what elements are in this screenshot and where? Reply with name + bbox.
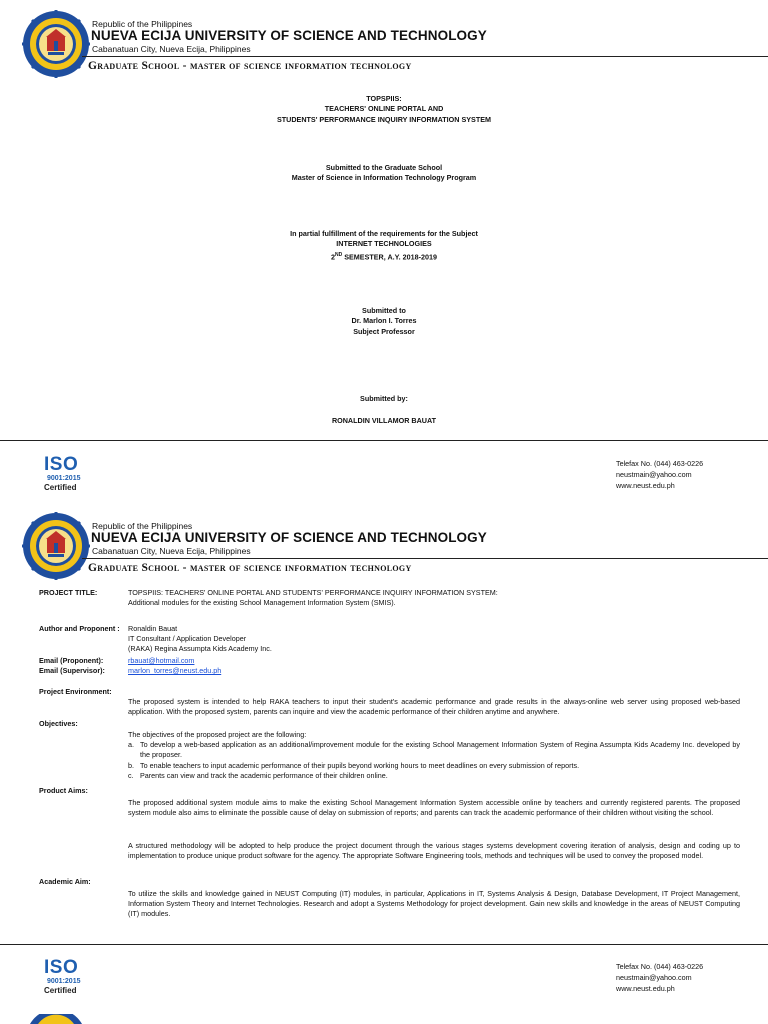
title-line-3: STUDENTS' PERFORMANCE INQUIRY INFORMATION SYSTEM [276,114,491,124]
student-name: RONALDIN VILLAMOR BAUAT [331,416,437,425]
professor-block [0,306,768,337]
academic-aim-text: To utilize the skills and knowledge gained in NEUST Computing (IT) modules, in particular, Applications in IT, Systems Analysis & Design, Database Development, IT Project Management, Information System Theory and Internet Technologies. Research and adopt a Systems Methodology for project development. Gain new skills and knowledge in the areas of NEUST Computing (IT) modules. [128,889,740,919]
subject-block [0,229,768,262]
republic-label: Republic of the Philippines [92,19,193,29]
document-page-1 [0,0,768,500]
author-block [128,624,740,655]
iso-mark: ISO [44,957,79,978]
contact-website[interactable]: www.neust.edu.ph [616,481,675,490]
partial-fulfillment-line: In partial fulfillment of the requirements for the Subject [290,229,478,238]
semester-line: 2ND SEMESTER, A.Y. 2018-2019 [330,251,438,261]
project-title-line-2: Additional modules for the existing School Management Information System (SMIS). [128,598,396,608]
project-environment-label: Project Environment: [39,687,112,696]
product-aims-label: Product Aims: [39,786,88,795]
product-aims-text: The proposed additional system module aims to make the existing School Management Information System accessible online by teachers and currently registered parents. The proposed system module also aims to eliminate the possible cause of delay on submission of reports; and parents can track the academic performance of their children without visiting the school. [128,798,740,818]
submitted-to-gs-line-1: Submitted to the Graduate School [325,163,443,172]
email-supervisor-label: Email (Supervisor): [39,666,105,675]
title-line-2: TEACHERS' ONLINE PORTAL AND [324,104,444,114]
iso-certification-badge [44,958,80,995]
submitted-to-graduate-school-block [0,163,768,184]
document-page-2 [0,502,768,1024]
objectives-block [128,730,740,781]
footer-divider [0,440,768,441]
next-page-seal-partial-icon [22,1014,90,1024]
methodology-text: A structured methodology will be adopted to help produce the project document through the various stages systems development covering iteration of analysis, design and coding up to implementation to produce unique product software for the agency. The appropriate Software Engineering tools, methods and techniques will be used to convey the proposed model. [128,841,740,861]
iso-mark: ISO [44,454,79,475]
objective-item: c. Parents can view and track the academic performance of their children online. [128,770,388,780]
university-name: NUEVA ECIJA UNIVERSITY OF SCIENCE AND TECHNOLOGY [91,28,487,43]
subject-name: INTERNET TECHNOLOGIES [336,239,432,249]
contact-block [616,961,703,994]
author-role: IT Consultant / Application Developer [128,634,247,644]
author-name: Ronaldin Bauat [128,624,178,633]
contact-email[interactable]: neustmain@yahoo.com [616,973,692,982]
author-organization: (RAKA) Regina Assumpta Kids Academy Inc. [128,644,272,654]
project-title-line-1: TOPSPIIS: TEACHERS' ONLINE PORTAL AND STUDENTS' PERFORMANCE INQUIRY INFORMATION SYSTEM: [128,588,498,597]
university-seal-logo [22,10,90,78]
graduate-school-heading: Graduate School - master of science information technology [88,60,412,72]
iso-certified-label: Certified [44,483,77,492]
iso-number: 9001:2015 [47,475,81,482]
professor-name: Dr. Marlon I. Torres [351,316,417,326]
contact-email[interactable]: neustmain@yahoo.com [616,470,692,479]
title-block [0,94,768,125]
submitted-to-label: Submitted to [362,306,406,315]
university-city: Cabanatuan City, Nueva Ecija, Philippines [92,44,251,54]
professor-role: Subject Professor [353,326,415,336]
objectives-intro: The objectives of the proposed project are the following: [128,730,307,739]
objective-item: b. To enable teachers to input academic performance of their pupils beyond working hours to meet deadlines on every submission of reports. [128,760,580,770]
project-title-label: PROJECT TITLE: [39,588,98,597]
title-line-1: TOPSPIIS: [366,94,402,103]
contact-block [616,458,703,491]
author-label: Author and Proponent : [39,624,120,633]
university-name: NUEVA ECIJA UNIVERSITY OF SCIENCE AND TECHNOLOGY [91,530,487,545]
email-proponent-label: Email (Proponent): [39,656,104,665]
objective-item: a. To develop a web-based application as an additional/improvement module for the existing School Management Information System of Regina Assumpta Kids Academy Inc. developed by the proposer. [128,740,740,760]
iso-certification-badge [44,455,80,492]
header-divider [82,56,768,57]
contact-website[interactable]: www.neust.edu.ph [616,984,675,993]
footer-divider [0,944,768,945]
project-title-value [128,588,740,608]
project-environment-text: The proposed system is intended to help RAKA teachers to input their student's academic performance and grade results in the always-online web server using proposed web-based application. With the proposed system, parents can inquire and view the academic performance of their children anytime and anywhere. [128,697,740,717]
telefax: Telefax No. (044) 463-0226 [616,459,704,468]
telefax: Telefax No. (044) 463-0226 [616,962,704,971]
university-seal-logo [22,512,90,580]
republic-label: Republic of the Philippines [92,521,193,531]
objectives-label: Objectives: [39,719,78,728]
submitted-to-gs-line-2: Master of Science in Information Technology Program [291,173,477,183]
submitted-by-label: Submitted by: [360,394,408,403]
iso-certified-label: Certified [44,986,77,995]
academic-aim-label: Academic Aim: [39,877,91,886]
university-city: Cabanatuan City, Nueva Ecija, Philippines [92,546,251,556]
email-proponent-link[interactable]: rbauat@hotmail.com [128,656,195,665]
header-divider [82,558,768,559]
email-supervisor-link[interactable]: marlon_torres@neust.edu.ph [128,666,222,675]
graduate-school-heading: Graduate School - master of science information technology [88,562,412,574]
iso-number: 9001:2015 [47,978,81,985]
